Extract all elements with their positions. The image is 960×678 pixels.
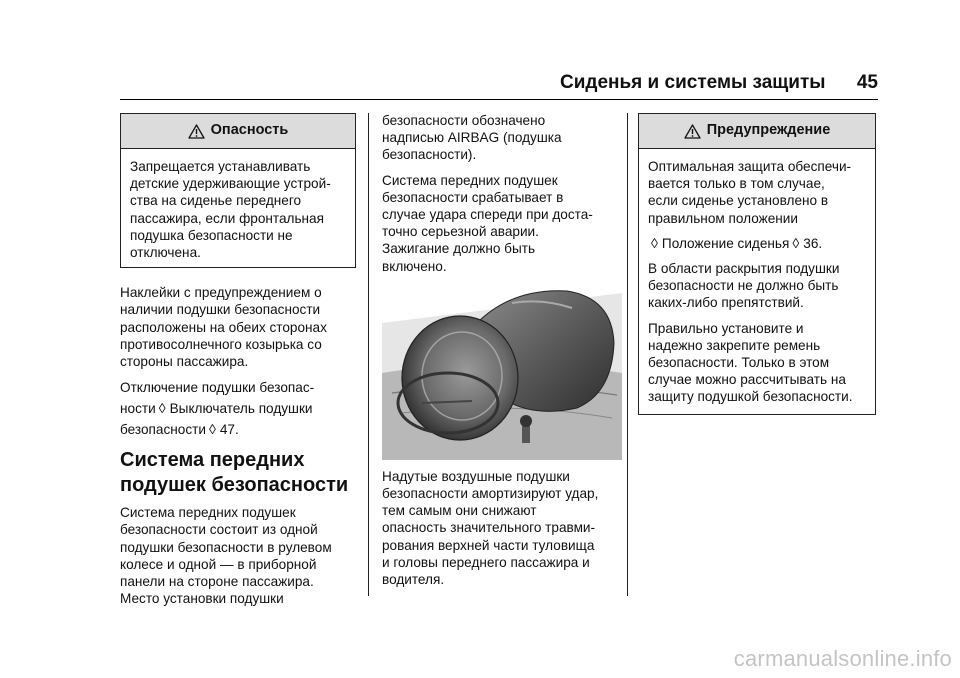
- airbag-system-paragraph: [120, 504, 356, 607]
- text-line: тем самым они снижают: [382, 503, 537, 519]
- text-line: опасность значительного травми-: [382, 520, 596, 536]
- text-line: безопасности обозначено: [382, 113, 546, 128]
- text-line: колесе и одной — в приборной: [120, 556, 317, 572]
- inflated-airbag-paragraph: [382, 468, 618, 588]
- text-line: защиту подушкой безопасности.: [648, 389, 853, 405]
- text-line: точно серьезной аварии.: [382, 224, 539, 240]
- left-column: [120, 113, 356, 615]
- danger-text-line: подушка безопасности не: [130, 227, 293, 243]
- text-line: случае удара спереди при доста-: [382, 207, 593, 223]
- text-line: Надутые воздушные подушки: [382, 468, 570, 484]
- cross-reference-page[interactable]: 47.: [219, 422, 239, 438]
- deployment-paragraph: [382, 172, 618, 275]
- danger-box-body: [121, 149, 355, 267]
- danger-box: [120, 113, 356, 268]
- danger-text-line: Запрещается устанавливать: [130, 159, 311, 174]
- cross-reference-link[interactable]: Положение сиденья: [661, 235, 790, 251]
- danger-text-line: ства на сиденье переднего: [130, 193, 302, 209]
- right-column: [638, 113, 876, 415]
- text-fragment: ности: [120, 401, 156, 417]
- warning-triangle-icon: [188, 124, 205, 139]
- page-ref-icon: ◊: [651, 234, 658, 251]
- text-line: Наклейки с предупреждением о: [120, 285, 322, 301]
- text-line: вается только в том случае,: [648, 176, 825, 192]
- warning-reference: [648, 235, 866, 252]
- danger-box-title: Опасность: [210, 122, 289, 139]
- text-line: наличии подушки безопасности: [120, 302, 321, 318]
- page-number: 45: [856, 72, 878, 93]
- text-line: [120, 398, 356, 419]
- text-line: надежно закрепите ремень: [648, 337, 821, 353]
- page-ref-icon: ◊: [208, 421, 216, 438]
- page-ref-icon: ◊: [158, 400, 166, 417]
- column-divider-1: [368, 113, 369, 596]
- airbag-label-paragraph: [382, 112, 618, 164]
- text-line: расположены на обеих сторонах: [120, 319, 327, 335]
- text-line: безопасности состоит из одной: [120, 522, 318, 538]
- text-line: надписью AIRBAG (подушка: [382, 130, 562, 146]
- text-line: безопасности не должно быть: [648, 278, 839, 294]
- text-line: безопасности. Только в этом: [648, 355, 830, 371]
- page-ref-icon: ◊: [792, 234, 800, 251]
- danger-text-line: детские удерживающие устрой-: [130, 176, 331, 192]
- danger-box-header: [121, 114, 355, 149]
- warning-box-body: [639, 149, 875, 414]
- text-line: водителя.: [382, 572, 445, 588]
- sticker-paragraph: [120, 284, 356, 370]
- text-line: противосолнечного козырька со: [120, 336, 322, 352]
- text-line: Зажигание должно быть: [382, 241, 536, 257]
- header-rule: [120, 99, 878, 100]
- text-line: если сиденье установлено в: [648, 193, 829, 209]
- text-line: Правильно установите и: [648, 320, 804, 336]
- cross-reference-link[interactable]: безопасности: [120, 422, 206, 438]
- watermark: carmanualsonline.info: [733, 646, 952, 671]
- text-line: подушки безопасности в рулевом: [120, 539, 332, 555]
- warning-box-title: Предупреждение: [706, 122, 831, 139]
- heading-line: Система передних: [120, 449, 305, 472]
- text-line: и головы переднего пассажира и: [382, 554, 590, 570]
- column-divider-2: [627, 113, 628, 596]
- cross-reference-page[interactable]: 36.: [803, 235, 823, 251]
- danger-text-line: пассажира, если фронтальная: [130, 210, 324, 226]
- text-line: панели на стороне пассажира.: [120, 574, 314, 590]
- text-line: Система передних подушек: [120, 505, 296, 521]
- text-line: стороны пассажира.: [120, 354, 249, 370]
- text-line: Система передних подушек: [382, 172, 558, 188]
- text-line: правильном положении: [648, 210, 798, 226]
- text-line: [120, 419, 356, 440]
- text-line: каких-либо препятствий.: [648, 295, 804, 311]
- airbag-illustration: [382, 283, 622, 460]
- text-line: случае можно рассчитывать на: [648, 372, 846, 388]
- disable-airbag-paragraph: [120, 378, 356, 440]
- warning-box-header: [639, 114, 875, 149]
- section-heading: [120, 448, 356, 498]
- warning-paragraph: [648, 320, 866, 406]
- text-line: безопасности амортизируют удар,: [382, 486, 599, 502]
- text-line: рования верхней части туловища: [382, 537, 595, 553]
- section-title: Сиденья и системы защиты: [560, 72, 826, 93]
- warning-paragraph: [648, 158, 866, 227]
- text-line: Оптимальная защита обеспечи-: [648, 159, 852, 174]
- text-line: безопасности).: [382, 147, 477, 163]
- warning-paragraph: [648, 260, 866, 312]
- text-line: включено.: [382, 258, 447, 274]
- danger-text-line: отключена.: [130, 245, 201, 261]
- cross-reference-link[interactable]: Выключатель подушки: [169, 401, 313, 417]
- warning-box: [638, 113, 876, 415]
- text-line: Место установки подушки: [120, 591, 284, 607]
- heading-line: подушек безопасности: [120, 474, 349, 497]
- text-line: Отключение подушки безопас-: [120, 380, 315, 396]
- text-line: безопасности срабатывает в: [382, 189, 564, 205]
- warning-triangle-icon: [684, 124, 701, 139]
- text-line: В области раскрытия подушки: [648, 261, 840, 277]
- middle-column: [382, 112, 618, 596]
